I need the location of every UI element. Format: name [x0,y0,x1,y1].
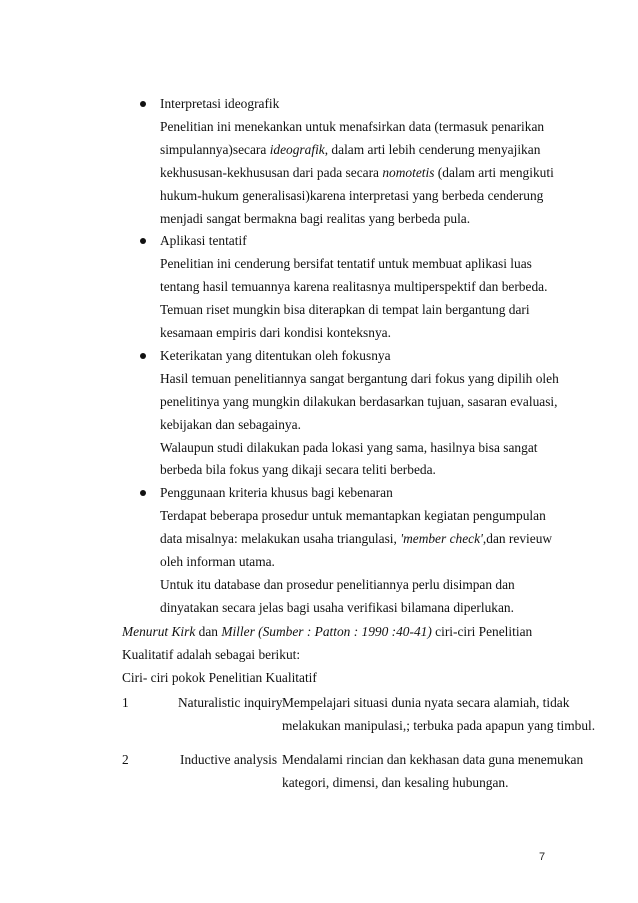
table-row-number: 2 [122,752,129,767]
table-row-description: melakukan manipulasi,; terbuka pada apapun yang timbul. [282,717,596,733]
table-row-description: Mempelajari situasi dunia nyata secara alamiah, tidak [282,695,570,710]
bullet-heading: Interpretasi ideografik [160,96,280,111]
bullet-body-line: Terdapat beberapa prosedur untuk memantapkan kegiatan pengumpulan [160,508,546,524]
bullet-body-line: Untuk itu database dan prosedur penelitiannya perlu disimpan dan [160,576,515,592]
bullet-body-line: Temuan riset mungkin bisa diterapkan di tempat lain bergantung dari [160,302,530,318]
bullet-heading: Keterikatan yang ditentukan oleh fokusnya [160,347,391,363]
intro-line: Ciri- ciri pokok Penelitian Kualitatif [122,669,317,685]
bullet-body-line: Hasil temuan penelitiannya sangat bergantung dari fokus yang dipilih oleh [160,370,559,386]
bullet-body-line: kebijakan dan sebagainya. [160,416,301,432]
table-row-term: Naturalistic inquiry [178,695,283,710]
bullet-icon [140,238,146,244]
table-row-description: kategori, dimensi, dan kesaling hubungan. [282,774,509,790]
page-number: 7 [539,851,546,863]
table-row-term: Inductive analysis [180,752,278,767]
bullet-body-line: simpulannya)secara ideografik, dalam arti lebih cenderung menyajikan [160,141,541,157]
bullet-heading: Penggunaan kriteria khusus bagi kebenaran [160,485,393,501]
bullet-body-line: Penelitian ini cenderung bersifat tentatif untuk membuat aplikasi luas [160,256,532,272]
intro-line: Kualitatif adalah sebagai berikut: [122,646,301,662]
bullet-body-line: menjadi sangat bermakna bagi realitas yang berbeda pula. [160,210,471,226]
bullet-icon [140,101,146,107]
intro-line: Menurut Kirk dan Miller (Sumber : Patton : 1990 :40-41) ciri-ciri Penelitian [122,624,533,639]
table-row-description: Mendalami rincian dan kekhasan data guna menemukan [282,752,584,767]
bullet-heading: Aplikasi tentatif [160,233,247,249]
bullet-body-line: Walaupun studi dilakukan pada lokasi yang sama, hasilnya bisa sangat [160,439,538,455]
bullet-body-line: hukum-hukum generalisasi)karena interpretasi yang berbeda cenderung [160,187,544,203]
bullet-body-line: data misalnya: melakukan usaha triangulasi, 'member check',dan revieuw [160,531,553,547]
bullet-body-line: kesamaan empiris dari kondisi konteksnya. [160,325,391,340]
bullet-body-line: tentang hasil temuannya karena realitasnya multiperspektif dan berbeda. [160,279,548,295]
table-row-number: 1 [122,695,129,710]
bullet-body-line: kekhususan-kekhususan dari pada secara nomotetis (dalam arti mengikuti [160,164,554,180]
bullet-body-line: dinyatakan secara jelas bagi usaha verifikasi bilamana diperlukan. [160,599,514,615]
bullet-body-line: penelitinya yang mungkin dilakukan berdasarkan tujuan, sasaran evaluasi, [160,393,558,409]
bullet-icon [140,490,146,496]
bullet-body-line: Penelitian ini menekankan untuk menafsirkan data (termasuk penarikan [160,118,545,134]
bullet-body-line: berbeda bila fokus yang dikaji secara teliti berbeda. [160,462,436,478]
bullet-icon [140,353,146,359]
bullet-body-line: oleh informan utama. [160,554,275,569]
